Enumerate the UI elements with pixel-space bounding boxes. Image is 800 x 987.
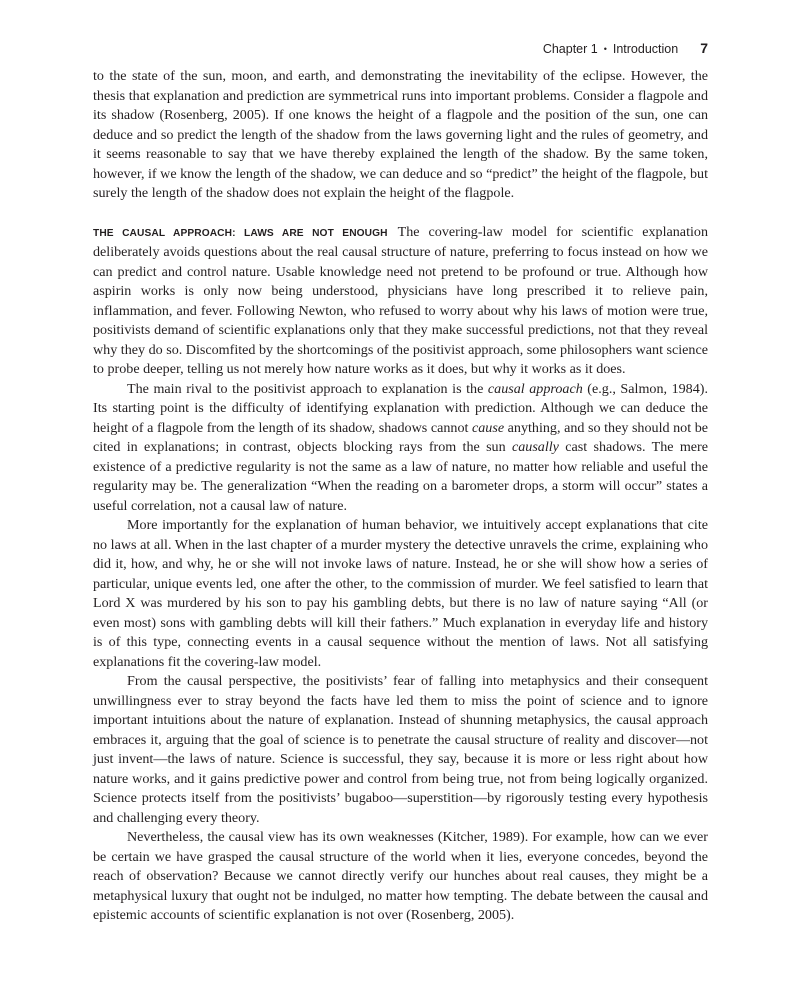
paragraph-1: to the state of the sun, moon, and earth, and demonstrating the inevitability of the eclipse. However, the thesis that explanation and prediction are symmetrical runs into important problems. Consider a flagpole and its shadow (Rosenberg, 2005). If one knows the height of a flagpole and the position of the sun, one can deduce and so predict the length of the shadow from the laws governing light and the rules of geometry, and it seems reasonable to say that we have thereby explained the length of the shadow. By the same token, however, if we know the length of the shadow, we can deduce and so “predict” the height of the flagpole, but surely the length of the shadow does not explain the height of the flagpole. [93, 68, 708, 201]
paragraph-2-text: The covering-law model for scientific explanation deliberately avoids questions about the real causal structure of nature, preferring to focus instead on how we can predict and control nature. Usable knowledge need not pretend to be profound or true. Although how aspirin works is only now being understood, physicians have long prescribed it to relieve pain, inflammation, and fever. Following Newton, who refused to worry about why his laws of motion were true, positivists demand of scientific explanations only that they make successful predictions, not that they reveal why they do so. Discomfited by the shortcomings of the positivist approach, some philosophers want science to probe deeper, telling us not merely how nature works as it does, but why it works as it does. [93, 223, 708, 377]
paragraph-3-seg: cast shadows. The mere existence of a predictive regularity is not the same as a law of nature, no matter how reliable and useful the regularity may be. The generalization “When the reading on a barometer drops, a storm will occur” states a useful correlation, not a causal law of nature. [93, 439, 708, 514]
italic-term: causal approach [487, 380, 583, 397]
italic-term: causally [511, 439, 559, 455]
header-bullet: • [603, 44, 607, 54]
paragraph-6: Nevertheless, the causal view has its own weaknesses (Kitcher, 1989). For example, how can we ever be certain we have grasped the causal structure of the world when it lies, everyone concedes, beyond the reach of observation? Because we cannot directly verify our hunches about real causes, they might be a metaphysical luxury that ought not be indulged, no matter how tempting. The debate between the causal and epistemic accounts of scientific explanation is not over (Rosenberg, 2005). [93, 829, 708, 923]
paragraph-5: From the causal perspective, the positivists’ fear of falling into metaphysics and their consequent unwillingness ever to stray beyond the facts have led them to miss the point of science and to ignore important intuitions about the nature of explanation. Instead of shunning metaphysics, the causal approach embraces it, arguing that the goal of science is to penetrate the causal structure of reality and discover—not just invent—the laws of nature. Science is successful, they say, because it is more or less right about how nature works, and it gains predictive power and control from being true, not from being logically organized. Science protects itself from the positivists’ bugaboo—superstition—by rigorously testing every hypothesis and challenging every theory. [93, 673, 708, 826]
running-header [93, 38, 708, 58]
book-page [93, 38, 708, 926]
body-text [93, 67, 708, 926]
italic-term: cause [471, 419, 505, 436]
section-label: Introduction [612, 42, 679, 56]
paragraph-3-seg: (e.g., Salmon, 1984). Its starting point is the difficulty of identifying explanation with prediction. Although we can deduce the height of a flagpole from the length of its shadow, shadows cannot [93, 380, 708, 436]
page-number: 7 [700, 40, 708, 56]
chapter-label: Chapter 1 [542, 42, 598, 56]
paragraph-4: More importantly for the explanation of human behavior, we intuitively accept explanations that cite no laws at all. When in the last chapter of a murder mystery the detective unravels the crime, explaining who did it, how, and why, he or she will not invoke laws of nature. Instead, he or she will show how a series of particular, unique events led, one after the other, to the commission of murder. We feel satisfied to learn that Lord X was murdered by his son to pay his gambling debts, but there is no law of nature saying “All (or even most) sons with gambling debts will kill their fathers.” Much explanation in everyday life and history is of this type, connecting events in a causal sequence without the mention of laws. Not all satisfying explanations fit the covering-law model. [93, 517, 708, 670]
paragraph-3 [93, 380, 708, 517]
section-heading: THE CAUSAL APPROACH: LAWS ARE NOT ENOUGH [93, 227, 388, 239]
paragraph-3-seg: The main rival to the positivist approach to explanation is the [127, 380, 488, 397]
paragraph-2 [93, 223, 708, 380]
paragraph-3-seg: anything, and so they should not be cited in explanations; in contrast, objects blocking rays from the sun [93, 419, 708, 455]
